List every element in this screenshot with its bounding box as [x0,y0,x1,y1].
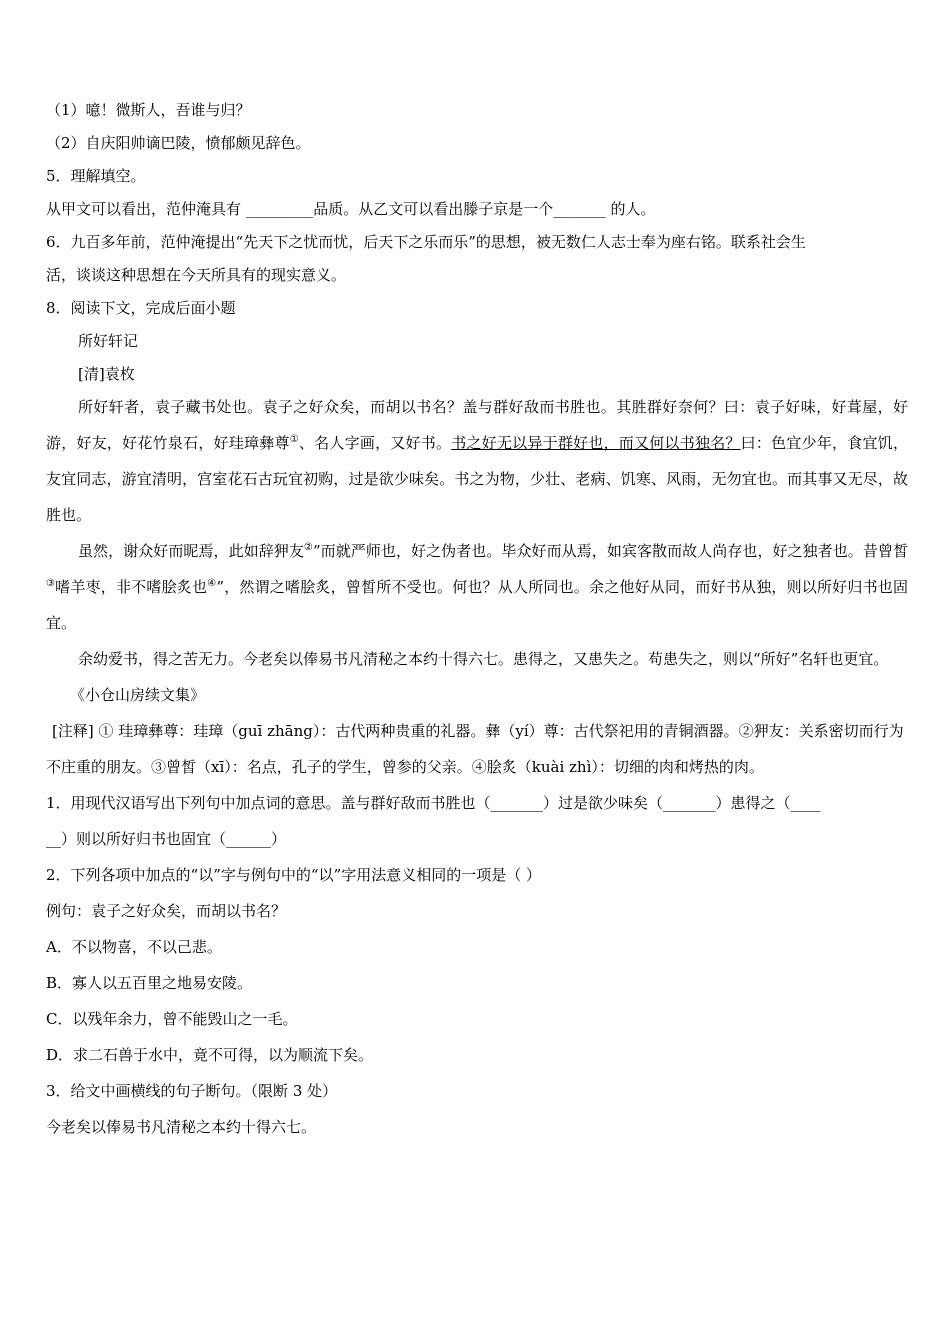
question-3-text: 今老矣以俸易书凡清秘之本约十得六七。 [46,1118,317,1136]
option-d: D．求二石兽于水中，竟不可得，以为顺流下矣。 [46,1046,374,1064]
question-5-label: 5．理解填空。 [46,167,146,185]
option-b: B．寡人以五百里之地易安陵。 [46,974,253,992]
question-6-line-1: 6．九百多年前，范仲淹提出“先天下之忧而忧，后天下之乐而乐”的思想，被无数仁人志士奉为座右铭。联系社会生 [46,233,806,251]
question-8-label: 8．阅读下文，完成后面小题 [46,299,236,317]
footnote-marker: ③ [46,578,56,589]
article-author: [清]袁枚 [78,365,135,383]
option-a: A．不以物喜，不以己悲。 [46,938,222,956]
article-title: 所好轩记 [78,332,139,350]
article-paragraph-1: 所好轩者，袁子藏书处也。袁子之好众矣，而胡以书名？盖与群好敌而书胜也。其胜群好奈何？曰：袁子好味，好葺屋，好游，好友，好花竹泉石，好珪璋彝尊①、名人字画，又好书。书之好无以异于群好也，而又何以书独名？曰：色宜少年，食宜饥，友宜同志，游宜清明，宫室花石古玩宜初购，过是欲少味矣。书之为物，少壮、老病、饥寒、风雨，无勿宜也。而其事又无尽，故胜也。 [46,398,908,524]
footnote-marker: ② [303,542,313,553]
question-5-text: 从甲文可以看出，范仲淹具有 _________品质。从乙文可以看出滕子京是一个_______ 的人。 [46,200,656,218]
question-1-line-1: 1．用现代汉语写出下列句中加点词的意思。盖与群好敌而书胜也（_______）过是欲少味矣（_______）患得之（____ [46,794,821,812]
article-paragraph-3: 余幼爱书，得之苦无力。今老矣以俸易书凡清秘之本约十得六七。患得之，又患失之。苟患失之，则以“所好”名轩也更宜。 [78,650,889,668]
underlined-sentence: 书之好无以异于群好也，而又何以书独名？ [451,434,741,452]
question-6-line-2: 活，谈谈这种思想在今天所具有的现实意义。 [46,266,347,284]
option-c: C．以残年余力，曾不能毁山之一毛。 [46,1010,298,1028]
article-paragraph-2: 虽然，谢众好而昵焉，此如辞狎友②”而就严师也，好之伪者也。毕众好而从焉，如宾客散而故人尚存也，好之独者也。昔曾皙③嗜羊枣，非不嗜脍炙也④”，然谓之嗜脍炙，曾皙所不受也。何也？从人所同也。余之他好从同，而好书从独，则以所好归书也固宜。 [46,542,908,632]
article-notes: [注释] ① 珪璋彝尊：珪璋（guī zhāng）：古代两种贵重的礼器。彝（yí）尊：古代祭祀用的青铜酒器。②狎友：关系密切而行为不庄重的朋友。③曾皙（xī）：名点，孔子的学生，曾参的父亲。④脍炙（kuài zhì）：切细的肉和烤热的肉。 [46,722,904,776]
question-2-example: 例句：袁子之好众矣，而胡以书名？ [46,902,287,920]
question-2-stem: 2．下列各项中加点的“以”字与例句中的“以”字用法意义相同的一项是（ ） [46,866,541,884]
question-1-line-2: __）则以所好归书也固宜（______） [46,830,287,848]
footnote-marker: ④ [207,578,217,589]
article-source: 《小仓山房续文集》 [70,686,206,704]
document-page [46,96,908,1145]
footnote-marker: ① [289,434,299,445]
text-line: （1）噫！微斯人，吾谁与归？ [46,101,251,119]
question-3-stem: 3．给文中画横线的句子断句。（限断 3 处） [46,1082,338,1100]
text-line: （2）自庆阳帅谪巴陵，愤郁颇见辞色。 [46,134,311,152]
